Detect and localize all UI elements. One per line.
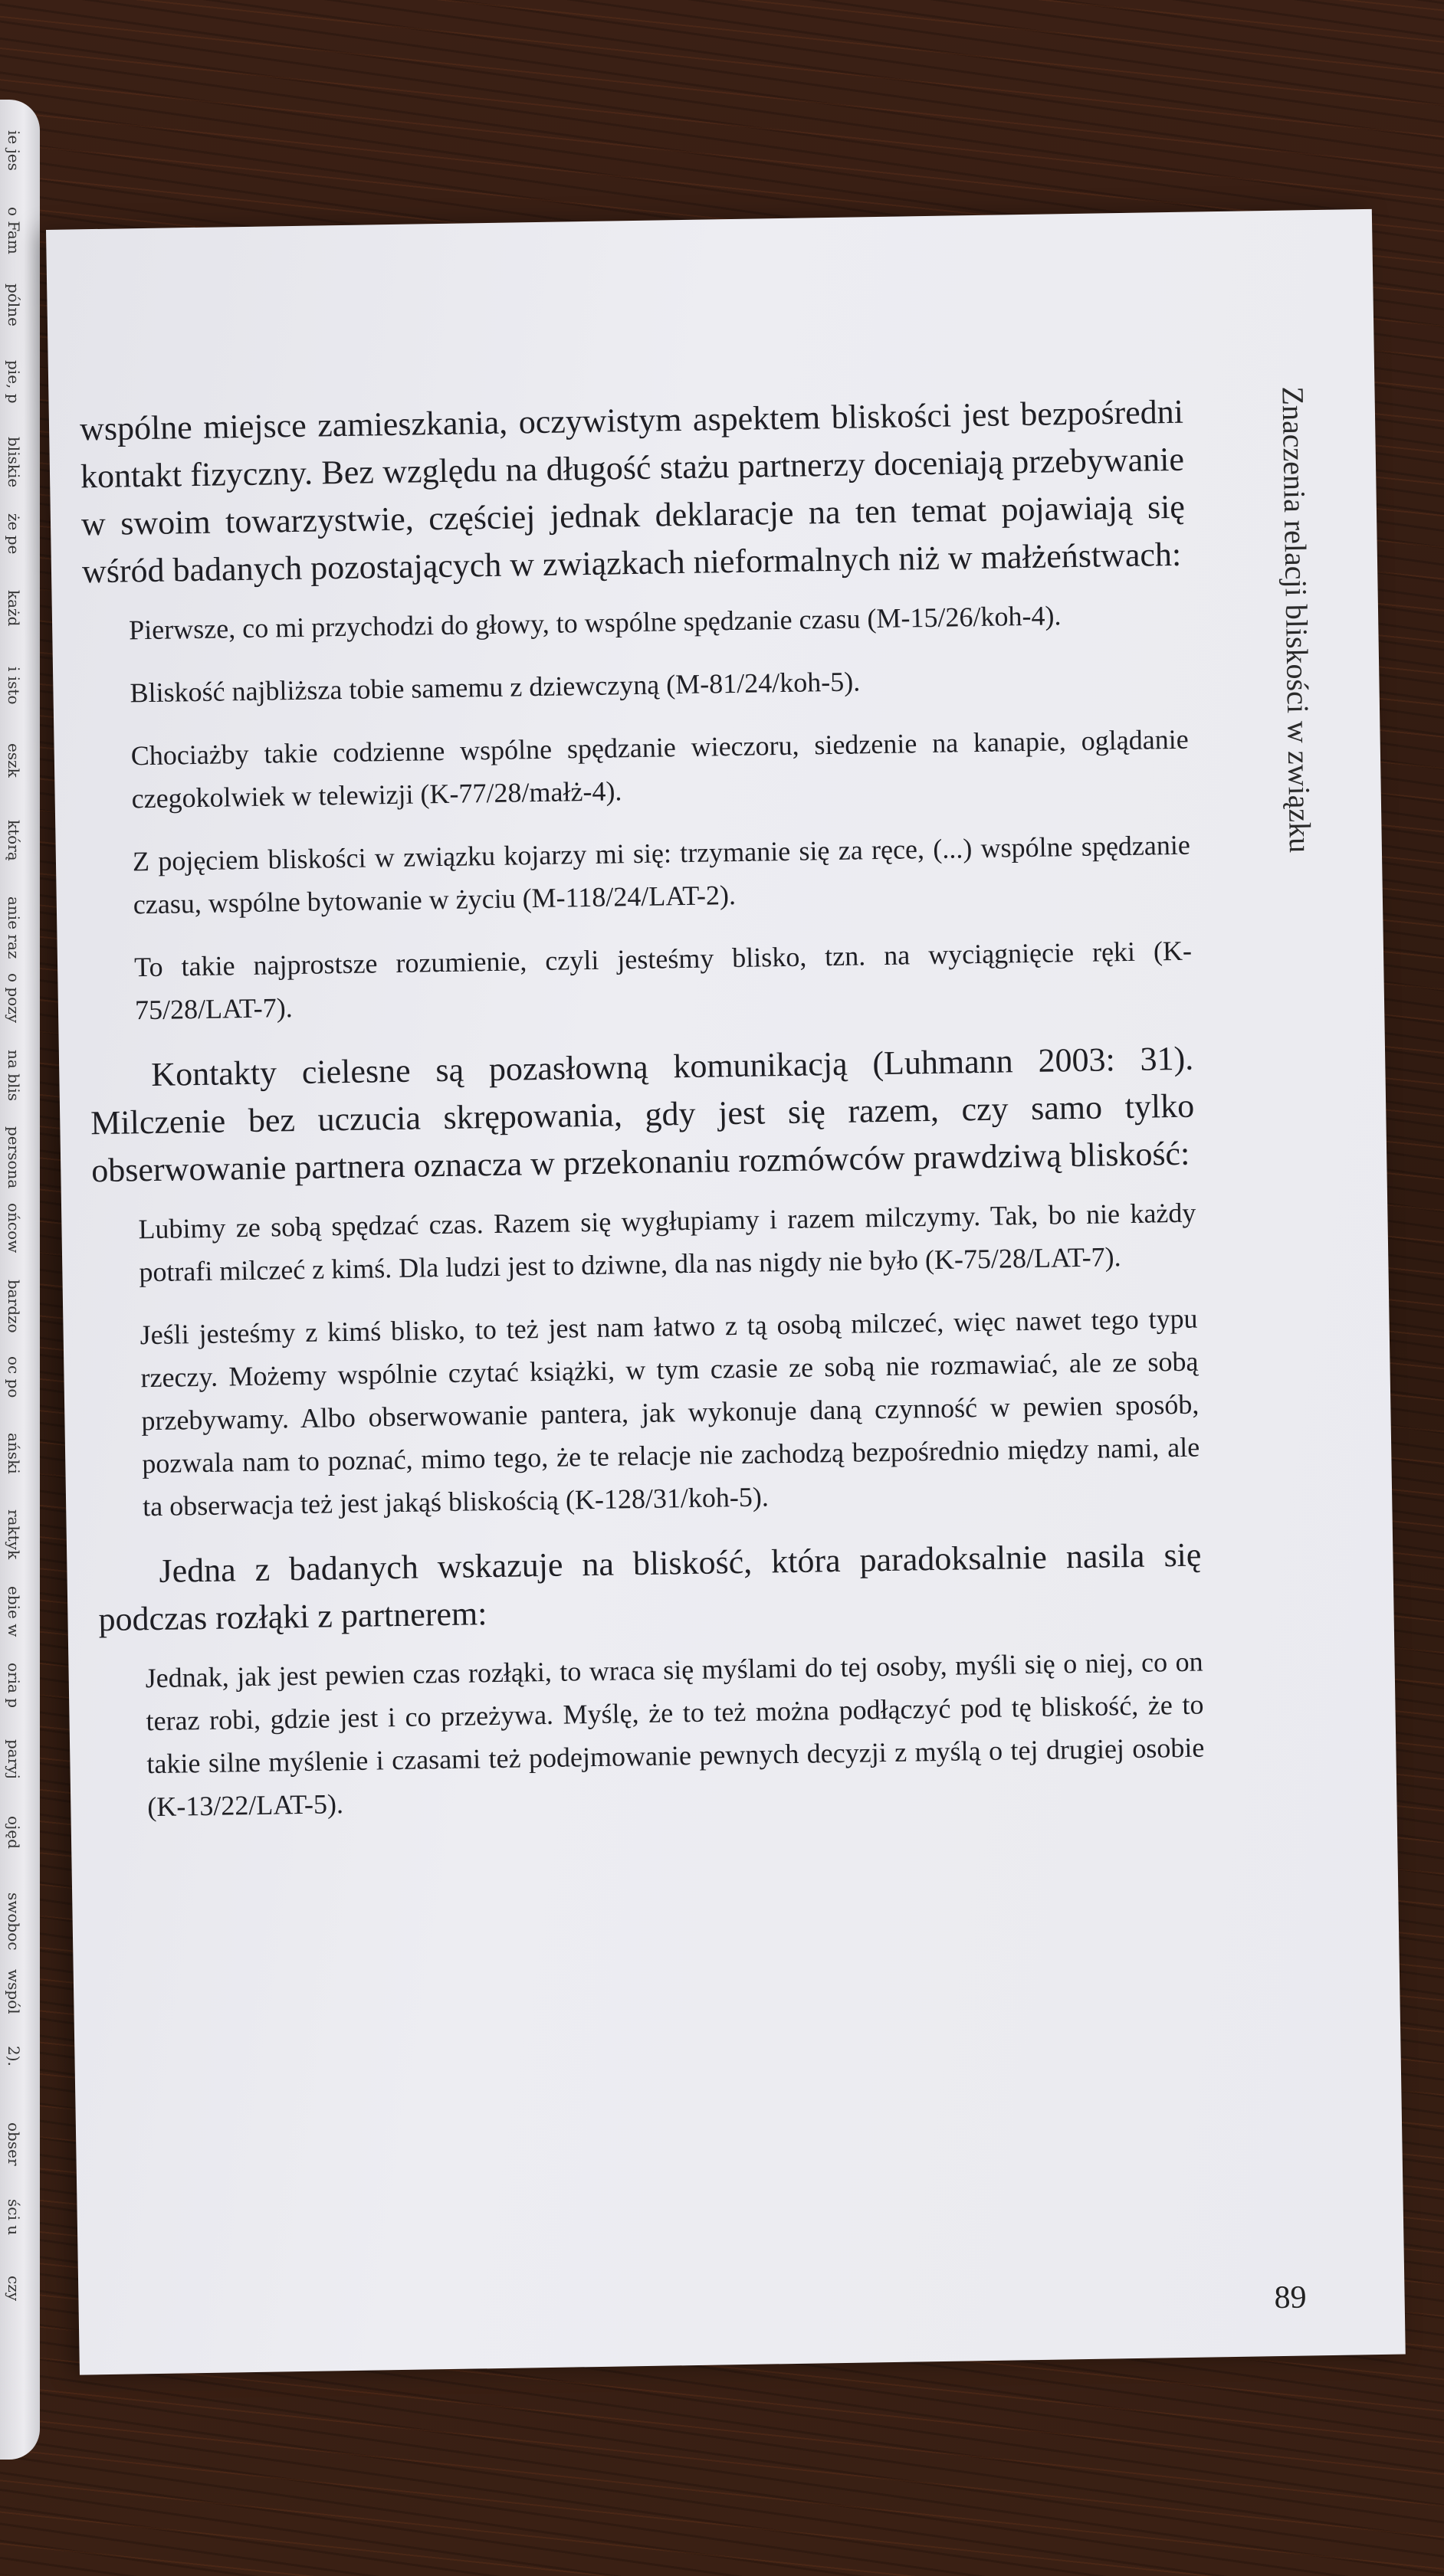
previous-page-fragment: każd (5, 590, 23, 627)
previous-page-fragment: na blis (5, 1050, 23, 1102)
quote: Lubimy ze sobą spędzać czas. Razem się wygłupiamy i razem milczymy. Tak, bo nie każdy potrafi milczeć z kimś. Dla ludzi jest to dziwne, dla nas nigdy nie było (K-75/28/LAT-7). (138, 1197, 1196, 1288)
quote: Bliskość najbliższa tobie samemu z dziewczyną (M-81/24/koh-5). (130, 666, 861, 709)
body-paragraph: Jedna z badanych wskazuje na bliskość, która paradoksalnie nasila się podczas rozłąki z partnerem: (98, 1535, 1202, 1639)
previous-page-fragment: wspól (5, 1969, 23, 2014)
page-text (80, 388, 1206, 1849)
previous-page-fragment: 2). (5, 2046, 23, 2066)
quote: Pierwsze, co mi przychodzi do głowy, to wspólne spędzanie czasu (M-15/26/koh-4). (128, 600, 1062, 646)
previous-page-fragment: o pozy (5, 973, 23, 1024)
page-number: 89 (1274, 2279, 1307, 2316)
quote: Chociażby takie codzienne wspólne spędzanie wieczoru, siedzenie na kanapie, oglądanie czegokolwiek w telewizji (K-77/28/małż-4). (130, 723, 1189, 814)
previous-page-fragment: paryj (5, 1739, 23, 1779)
previous-page-fragment: bliskie (5, 437, 23, 488)
previous-page-fragment: ański (5, 1433, 23, 1474)
previous-page-fragment: persona (5, 1126, 23, 1189)
book-page (46, 209, 1406, 2375)
previous-page-fragment: eszk (5, 743, 23, 778)
previous-page-fragment: że pe (5, 513, 23, 555)
running-head-text: Znaczenia relacji bliskości w związku (1275, 386, 1318, 854)
previous-page-fragment: oria p (5, 1663, 23, 1709)
previous-page-fragment: raktyk (5, 1509, 23, 1560)
body-paragraph: wspólne miejsce zamieszkania, oczywistym aspektem bliskości jest bezpośredni kontakt fizyczny. Bez względu na długość stażu partnerzy doceniają przebywanie w swoim towarzystwie, częściej jednak deklaracje na ten temat pojawiają się wśród badanych pozostających w związkach nieformalnych niż w małżeństwach: (79, 392, 1186, 591)
previous-page-fragment: ojęd (5, 1816, 23, 1849)
previous-page-fragment: pie, p (5, 360, 23, 404)
previous-page-fragment: i isto (5, 667, 23, 705)
previous-page-fragment: którą (5, 820, 23, 861)
previous-page-edge (0, 100, 40, 2460)
previous-page-fragment: anie raz (5, 896, 23, 959)
previous-page-fragment: czy (5, 2276, 23, 2302)
previous-page-fragment: ebie w (5, 1586, 23, 1637)
quote: To takie najprostsze rozumienie, czyli jesteśmy blisko, tzn. na wyciągnięcie ręki (K-75/28/LAT-7). (133, 935, 1193, 1026)
running-head (1275, 386, 1331, 1230)
quote: Jednak, jak jest pewien czas rozłąki, to wraca się myślami do tej osoby, myśli się o niej, co on teraz robi, gdzie jest i co przeżywa. Myślę, że to też można podłączyć pod tę bliskość, że to takie silne myślenie i czasami też podejmowanie pewnych decyzji z myślą o tej drugiej osobie (K-13/22/LAT-5). (145, 1646, 1205, 1823)
previous-page-fragment: swoboc (5, 1893, 23, 1951)
quote: Z pojęciem bliskości w związku kojarzy mi się: trzymanie się za ręce, (...) wspólne spędzanie czasu, wspólne bytowanie w życiu (M-118/24/LAT-2). (132, 829, 1191, 920)
previous-page-fragment: bardzo (5, 1280, 23, 1333)
quote: Jeśli jesteśmy z kimś blisko, to też jest nam łatwo z tą osobą milczeć, więc nawet tego typu rzeczy. Możemy wspólnie czytać książki, w tym czasie ze sobą nie rozmawiać, ale ze sobą przebywamy. Albo obserwowanie pantera, jak wykonuje daną czynność w pewien sposób, pozwala nam to poznać, mimo tego, że te relacje nie zachodzą bezpośrednio między nami, ale ta obserwacja też jest jakąś bliskością (K-128/31/koh-5). (139, 1303, 1200, 1522)
previous-page-fragment: ońcow (5, 1203, 23, 1254)
previous-page-fragment: pólne (5, 283, 23, 326)
previous-page-fragment: o Fam (5, 207, 23, 254)
previous-page-fragment: ie jes (5, 130, 23, 171)
previous-page-fragment: ści u (5, 2199, 23, 2236)
body-paragraph: Kontakty cielesne są pozasłowną komunikacją (Luhmann 2003: 31). Milczenie bez uczucia skrępowania, gdy jest się razem, czy samo tylko obserwowanie partnera oznacza w przekonaniu rozmówców prawdziwą bliskość: (90, 1039, 1195, 1190)
previous-page-fragment: oc po (5, 1356, 23, 1398)
previous-page-fragment: obser (5, 2122, 23, 2166)
